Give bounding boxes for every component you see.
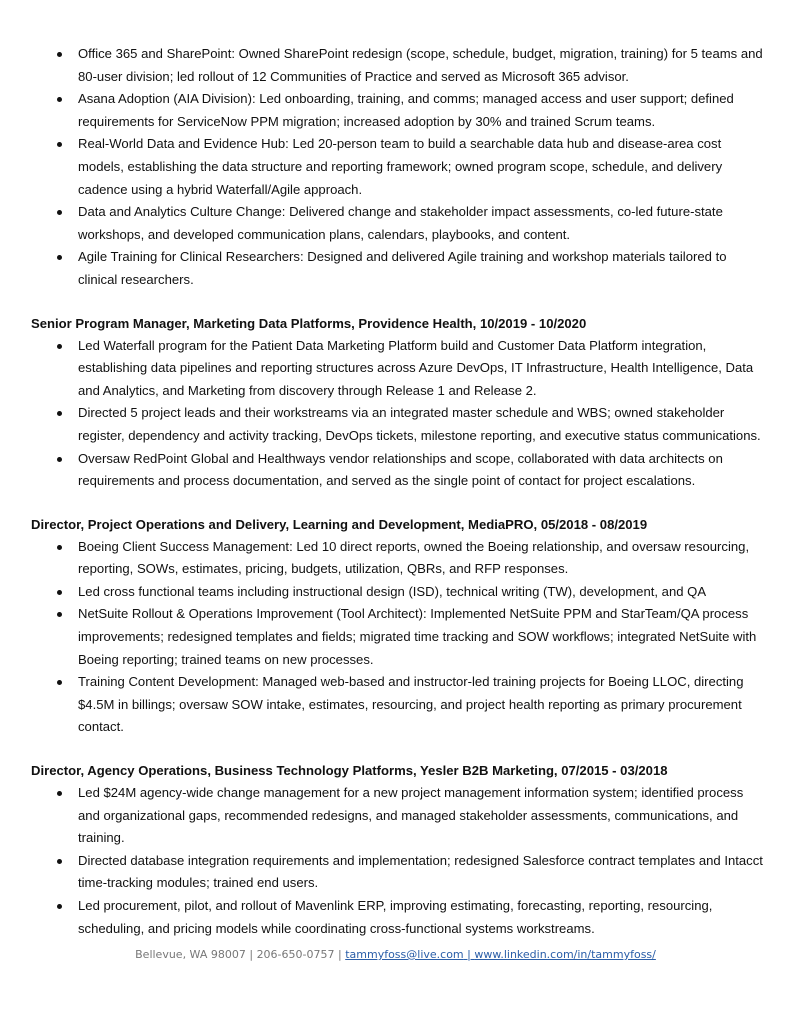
bullet-icon (57, 210, 62, 215)
footer-phone: 206-650-0757 (256, 948, 335, 961)
list-item: Led Waterfall program for the Patient Data Marketing Platform build and Customer Data Platform integration, establishing data pipelines and reporting structures across Azure DevOps, IT Infrastructure, Health Intelligence, Data and Analytics, and Marketing from discovery through Release 1 and Release 2. (31, 335, 766, 403)
bullet-icon (57, 97, 62, 102)
bullet-icon (57, 590, 62, 595)
resume-content (31, 43, 766, 940)
bullet-icon (57, 142, 62, 147)
list-item: Led cross functional teams including instructional design (ISD), technical writing (TW), development, and QA (31, 581, 766, 604)
bullet-icon (57, 791, 62, 796)
job-bullets-providence (31, 335, 766, 493)
email-link[interactable]: tammyfoss@live.com (345, 948, 464, 961)
job-title-mediapro: Director, Project Operations and Delivery, Learning and Development, MediaPRO, 05/2018 - 08/2019 (31, 516, 648, 532)
list-item: Office 365 and SharePoint: Owned SharePoint redesign (scope, schedule, budget, migration, training) for 5 teams and 80-user division; led rollout of 12 Communities of Practice and served as Microsoft 365 advisor. (31, 43, 766, 88)
list-item: Led procurement, pilot, and rollout of Mavenlink ERP, improving estimating, forecasting, reporting, resourcing, scheduling, and pricing models while coordinating cross-functional systems workstreams. (31, 895, 766, 940)
job-title-providence: Senior Program Manager, Marketing Data Platforms, Providence Health, 10/2019 - 10/2020 (31, 315, 587, 331)
list-item: Directed database integration requirements and implementation; redesigned Salesforce contract templates and Intacct time-tracking modules; trained end users. (31, 850, 766, 895)
bullet-icon (57, 680, 62, 685)
list-item: Oversaw RedPoint Global and Healthways vendor relationships and scope, collaborated with data architects on requirements and process documentation, and served as the single point of contact for project escalations. (31, 448, 766, 493)
contact-footer (0, 948, 791, 961)
job-title-yesler: Director, Agency Operations, Business Technology Platforms, Yesler B2B Marketing, 07/2015 - 03/2018 (31, 763, 668, 779)
list-item: Boeing Client Success Management: Led 10 direct reports, owned the Boeing relationship, and oversaw resourcing, reporting, SOWs, estimates, pricing, budgets, utilization, QBRs, and RFP responses. (31, 536, 766, 581)
bullet-icon (57, 52, 62, 57)
bullet-icon (57, 545, 62, 550)
list-item: NetSuite Rollout & Operations Improvement (Tool Architect): Implemented NetSuite PPM and StarTeam/QA process improvements; redesigned templates and fields; migrated time tracking and SOW workflows; integrated NetSuite with Boeing reporting; trained teams on new processes. (31, 603, 766, 671)
list-item: Training Content Development: Managed web-based and instructor-led training projects for Boeing LLOC, directing $4.5M in billings; oversaw SOW intake, estimates, resourcing, and project health reporting as primary procurement contact. (31, 671, 766, 739)
linkedin-link[interactable]: www.linkedin.com/in/tammyfoss/ (474, 948, 656, 961)
bullet-icon (57, 344, 62, 349)
list-item: Real-World Data and Evidence Hub: Led 20-person team to build a searchable data hub and disease-area cost models, establishing the data structure and reporting framework; owned program scope, schedule, and delivery cadence using a hybrid Waterfall/Agile approach. (31, 133, 766, 201)
bullet-icon (57, 859, 62, 864)
job-bullets-yesler (31, 782, 766, 940)
bullet-icon (57, 255, 62, 260)
list-item: Agile Training for Clinical Researchers: Designed and delivered Agile training and workshop materials tailored to clinical researchers. (31, 246, 766, 291)
list-item: Asana Adoption (AIA Division): Led onboarding, training, and comms; managed access and user support; defined requirements for ServiceNow PPM migration; increased adoption by 30% and trained Scrum teams. (31, 88, 766, 133)
intro-bullet-list (31, 43, 766, 292)
bullet-icon (57, 411, 62, 416)
list-item: Directed 5 project leads and their workstreams via an integrated master schedule and WBS; owned stakeholder register, dependency and activity tracking, DevOps tickets, milestone reporting, and executive status communications. (31, 402, 766, 447)
bullet-icon (57, 457, 62, 462)
bullet-icon (57, 904, 62, 909)
footer-separator: | (245, 948, 257, 961)
footer-location: Bellevue, WA 98007 (135, 948, 246, 961)
job-bullets-mediapro (31, 536, 766, 739)
list-item: Data and Analytics Culture Change: Delivered change and stakeholder impact assessments, co-led future-state workshops, and developed communication plans, calendars, playbooks, and content. (31, 201, 766, 246)
footer-separator: | (334, 948, 346, 961)
footer-link-separator: | (463, 948, 475, 961)
bullet-icon (57, 612, 62, 617)
list-item: Led $24M agency-wide change management for a new project management information system; identified process and organizational gaps, recommended redesigns, and managed stakeholder assessments, communications, and training. (31, 782, 766, 850)
